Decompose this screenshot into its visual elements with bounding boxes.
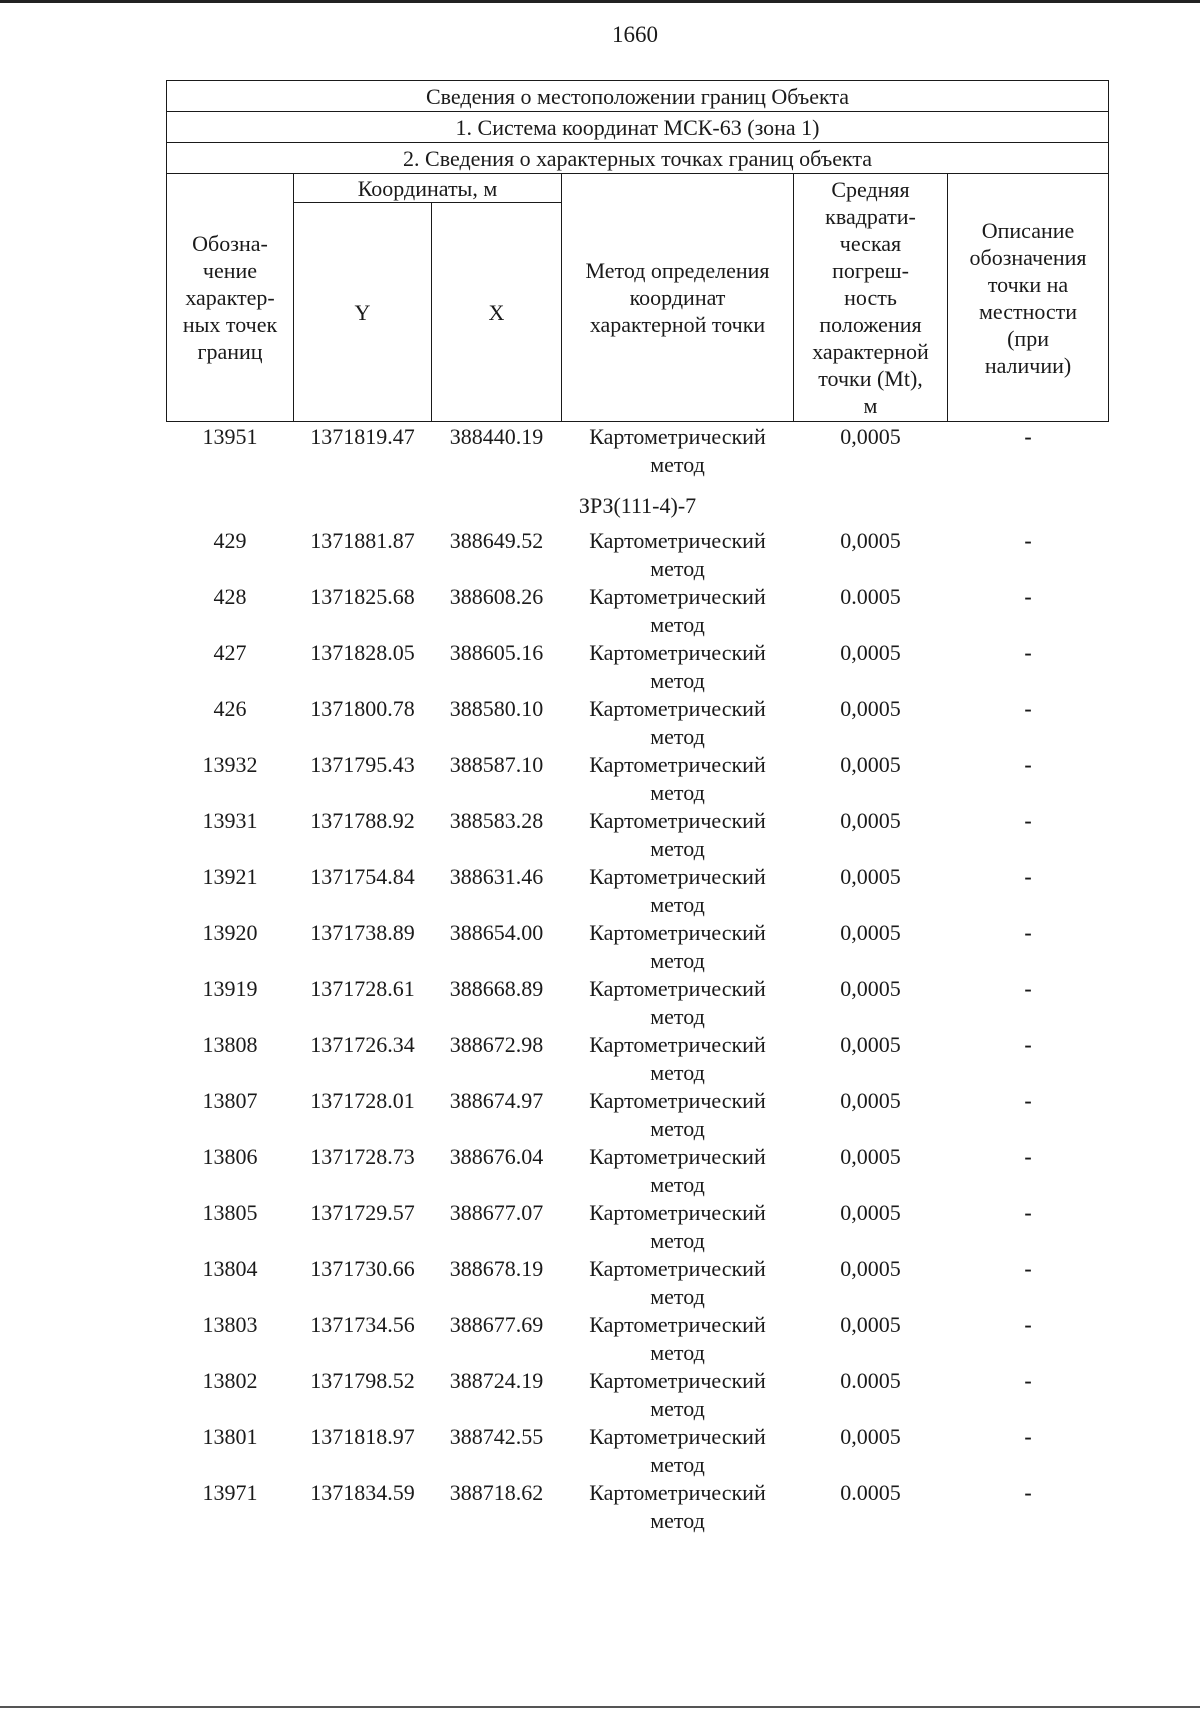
point-error: 0,0005 — [840, 1032, 901, 1057]
point-description: - — [1024, 1480, 1032, 1505]
point-error: 0,0005 — [840, 528, 901, 553]
point-y: 1371738.89 — [310, 920, 415, 945]
table-row — [167, 807, 1109, 863]
point-x: 388587.10 — [449, 752, 544, 777]
scan-edge-bottom — [0, 1706, 1200, 1708]
point-description: - — [1024, 976, 1032, 1001]
point-x: 388672.98 — [449, 1032, 544, 1057]
table-row — [167, 1311, 1109, 1367]
point-description: - — [1024, 640, 1032, 665]
point-description: - — [1024, 1144, 1032, 1169]
table-row — [167, 975, 1109, 1031]
point-x: 388668.89 — [449, 976, 544, 1001]
point-x: 388677.69 — [449, 1312, 544, 1337]
zone-label: ЗРЗ(111-4)-7 — [578, 493, 697, 518]
table-row — [167, 527, 1109, 583]
point-y: 1371818.97 — [310, 1424, 415, 1449]
point-method: Картометрический метод — [589, 584, 766, 637]
page-number: 1660 — [612, 22, 658, 47]
point-method: Картометрический метод — [589, 1032, 766, 1085]
point-error: 0,0005 — [840, 808, 901, 833]
point-description: - — [1024, 1368, 1032, 1393]
point-y: 1371834.59 — [310, 1480, 415, 1505]
point-method: Картометрический метод — [589, 752, 766, 805]
point-description: - — [1024, 920, 1032, 945]
point-error: 0.0005 — [840, 1368, 901, 1393]
point-id: 13932 — [202, 752, 258, 777]
point-y: 1371788.92 — [310, 808, 415, 833]
point-description: - — [1024, 808, 1032, 833]
point-error: 0,0005 — [840, 1200, 901, 1225]
header-description: Описание обозначения точки на местности (при наличии) — [948, 174, 1109, 422]
point-x: 388583.28 — [449, 808, 544, 833]
boundary-points-table — [166, 80, 1109, 1535]
point-method: Картометрический метод — [589, 1368, 766, 1421]
point-error: 0,0005 — [840, 696, 901, 721]
point-id: 13919 — [202, 976, 258, 1001]
table-row — [167, 1143, 1109, 1199]
point-id: 13931 — [202, 808, 258, 833]
point-id: 13951 — [202, 424, 258, 449]
point-x: 388580.10 — [449, 696, 544, 721]
point-y: 1371728.73 — [310, 1144, 415, 1169]
point-error: 0,0005 — [840, 1424, 901, 1449]
header-designation: Обозна- чение характер- ных точек границ — [167, 174, 294, 422]
point-method: Картометрический метод — [589, 640, 766, 693]
point-error: 0,0005 — [840, 976, 901, 1001]
point-x: 388608.26 — [449, 584, 544, 609]
point-y: 1371734.56 — [310, 1312, 415, 1337]
point-x: 388742.55 — [449, 1424, 544, 1449]
scan-edge-top — [0, 0, 1200, 3]
point-method: Картометрический метод — [589, 1200, 766, 1253]
point-x: 388654.00 — [449, 920, 544, 945]
point-error: 0,0005 — [840, 1312, 901, 1337]
point-method: Картометрический метод — [589, 1312, 766, 1365]
point-y: 1371819.47 — [310, 424, 415, 449]
point-x: 388605.16 — [449, 640, 544, 665]
point-error: 0,0005 — [840, 752, 901, 777]
point-id: 13801 — [202, 1424, 258, 1449]
point-id: 428 — [213, 584, 247, 609]
point-y: 1371726.34 — [310, 1032, 415, 1057]
table-row — [167, 1255, 1109, 1311]
point-error: 0.0005 — [840, 584, 901, 609]
table-row — [167, 1031, 1109, 1087]
table-title: Сведения о местоположении границ Объекта — [167, 81, 1109, 112]
point-x: 388718.62 — [449, 1480, 544, 1505]
section-heading: 2. Сведения о характерных точках границ объекта — [167, 143, 1109, 174]
point-id: 426 — [213, 696, 247, 721]
table-row — [167, 919, 1109, 975]
point-error: 0,0005 — [840, 1144, 901, 1169]
point-description: - — [1024, 696, 1032, 721]
point-error: 0,0005 — [840, 424, 901, 449]
table-row — [167, 751, 1109, 807]
point-description: - — [1024, 1088, 1032, 1113]
header-method: Метод определения координат характерной точки — [562, 174, 794, 422]
point-method: Картометрический метод — [589, 920, 766, 973]
point-x: 388674.97 — [449, 1088, 544, 1113]
point-id: 13803 — [202, 1312, 258, 1337]
point-id: 13804 — [202, 1256, 258, 1281]
point-description: - — [1024, 1032, 1032, 1057]
point-x: 388676.04 — [449, 1144, 544, 1169]
point-error: 0,0005 — [840, 1088, 901, 1113]
point-method: Картометрический метод — [589, 528, 766, 581]
point-y: 1371825.68 — [310, 584, 415, 609]
point-method: Картометрический метод — [589, 1088, 766, 1141]
point-id: 13921 — [202, 864, 258, 889]
point-id: 13971 — [202, 1480, 258, 1505]
table-row — [167, 863, 1109, 919]
point-y: 1371828.05 — [310, 640, 415, 665]
point-id: 13805 — [202, 1200, 258, 1225]
point-y: 1371881.87 — [310, 528, 415, 553]
point-method: Картометрический метод — [589, 808, 766, 861]
point-method: Картометрический метод — [589, 976, 766, 1029]
point-method: Картометрический метод — [589, 1480, 766, 1533]
point-x: 388440.19 — [449, 424, 544, 449]
point-x: 388677.07 — [449, 1200, 544, 1225]
table-row — [167, 422, 1109, 480]
table-row — [167, 1423, 1109, 1479]
coordinate-system: 1. Система координат МСК-63 (зона 1) — [167, 112, 1109, 143]
point-error: 0,0005 — [840, 864, 901, 889]
table-row — [167, 639, 1109, 695]
point-description: - — [1024, 528, 1032, 553]
point-y: 1371728.61 — [310, 976, 415, 1001]
zone-row — [167, 479, 1109, 527]
point-method: Картометрический метод — [589, 696, 766, 749]
point-x: 388649.52 — [449, 528, 544, 553]
point-method: Картометрический метод — [589, 1144, 766, 1197]
point-method: Картометрический метод — [589, 1256, 766, 1309]
point-x: 388724.19 — [449, 1368, 544, 1393]
point-y: 1371800.78 — [310, 696, 415, 721]
point-id: 13806 — [202, 1144, 258, 1169]
point-description: - — [1024, 424, 1032, 449]
point-y: 1371730.66 — [310, 1256, 415, 1281]
point-method: Картометрический метод — [589, 864, 766, 917]
table-row — [167, 583, 1109, 639]
table-row — [167, 1087, 1109, 1143]
header-x: X — [432, 203, 562, 422]
point-y: 1371795.43 — [310, 752, 415, 777]
point-error: 0,0005 — [840, 920, 901, 945]
table-row — [167, 1479, 1109, 1535]
header-coordinates: Координаты, м — [294, 174, 562, 203]
table-row — [167, 1367, 1109, 1423]
point-id: 429 — [213, 528, 247, 553]
point-y: 1371729.57 — [310, 1200, 415, 1225]
table-row — [167, 695, 1109, 751]
point-description: - — [1024, 1200, 1032, 1225]
point-id: 13920 — [202, 920, 258, 945]
point-error: 0.0005 — [840, 1480, 901, 1505]
point-y: 1371754.84 — [310, 864, 415, 889]
point-description: - — [1024, 864, 1032, 889]
point-x: 388631.46 — [449, 864, 544, 889]
point-description: - — [1024, 752, 1032, 777]
point-y: 1371798.52 — [310, 1368, 415, 1393]
point-id: 427 — [213, 640, 247, 665]
point-id: 13808 — [202, 1032, 258, 1057]
point-error: 0,0005 — [840, 1256, 901, 1281]
point-method: Картометрический метод — [589, 1424, 766, 1477]
point-error: 0,0005 — [840, 640, 901, 665]
point-id: 13802 — [202, 1368, 258, 1393]
header-y: Y — [294, 203, 432, 422]
point-description: - — [1024, 1312, 1032, 1337]
point-method: Картометрический метод — [589, 424, 766, 477]
header-error: Средняя квадрати- ческая погреш- ность положения характерной точки (Mt), м — [794, 174, 948, 422]
point-description: - — [1024, 1256, 1032, 1281]
table-row — [167, 1199, 1109, 1255]
point-y: 1371728.01 — [310, 1088, 415, 1113]
point-id: 13807 — [202, 1088, 258, 1113]
point-description: - — [1024, 584, 1032, 609]
point-description: - — [1024, 1424, 1032, 1449]
point-x: 388678.19 — [449, 1256, 544, 1281]
